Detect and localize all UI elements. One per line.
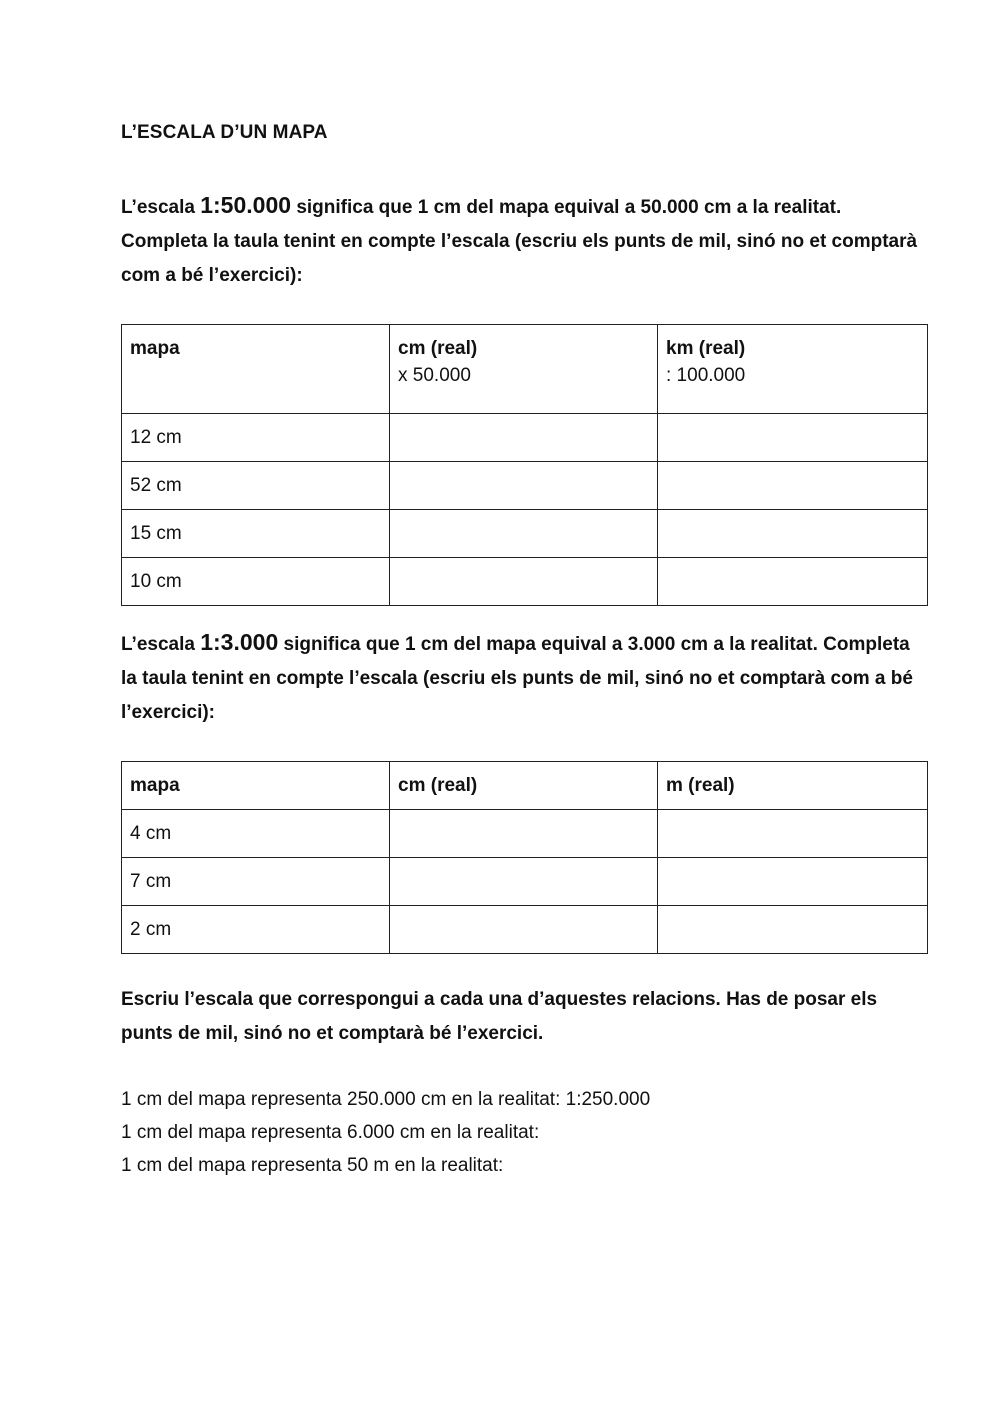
relations-list (121, 1083, 650, 1182)
answer-cell-km[interactable] (658, 414, 928, 462)
answer-cell-cm[interactable] (390, 906, 658, 954)
header-cell-km-real (658, 325, 928, 414)
header-label: cm (real) (398, 774, 478, 796)
map-distance-cell: 52 cm (122, 462, 390, 510)
answer-cell-cm[interactable] (390, 558, 658, 606)
section1-instruction: Completa la taula tenint en compte l’escala (escriu els punts de mil, sinó no et comptarà com a bé l’exercici): (121, 231, 918, 286)
answer-cell-cm[interactable] (390, 462, 658, 510)
header-label: cm (real) (398, 338, 478, 359)
scale-table-1 (121, 324, 928, 606)
section2-prefix: L’escala (121, 634, 201, 655)
map-distance-cell: 2 cm (122, 906, 390, 954)
header-cell-cm-real (390, 325, 658, 414)
relation-item: 1 cm del mapa representa 6.000 cm en la realitat: (121, 1122, 540, 1143)
header-label: mapa (130, 338, 180, 359)
table-row (122, 414, 928, 462)
header-cell-m-real (658, 762, 928, 810)
section1-suffix: significa que 1 cm del mapa equival a 50.000 cm a la realitat. (291, 197, 842, 218)
section1-intro (121, 188, 921, 293)
section2-suffix: significa que 1 cm del mapa equival a 3.000 cm a la realitat. (278, 634, 818, 655)
map-distance-cell: 12 cm (122, 414, 390, 462)
header-operation: : 100.000 (666, 365, 746, 386)
answer-cell-km[interactable] (658, 510, 928, 558)
scale-table-2 (121, 761, 928, 954)
table-header-row (122, 325, 928, 414)
map-distance-cell: 15 cm (122, 510, 390, 558)
section1-prefix: L’escala (121, 197, 201, 218)
header-cell-mapa (122, 325, 390, 414)
header-label: km (real) (666, 338, 746, 359)
header-cell-cm-real (390, 762, 658, 810)
table-header-row (122, 762, 928, 810)
table-row (122, 906, 928, 954)
answer-cell-cm[interactable] (390, 510, 658, 558)
answer-cell-m[interactable] (658, 810, 928, 858)
map-distance-cell: 7 cm (122, 858, 390, 906)
map-distance-cell: 4 cm (122, 810, 390, 858)
answer-cell-cm[interactable] (390, 858, 658, 906)
table-row (122, 510, 928, 558)
answer-cell-km[interactable] (658, 462, 928, 510)
map-distance-cell: 10 cm (122, 558, 390, 606)
header-label: mapa (130, 774, 180, 796)
section2-instruction: Completa la taula tenint en compte l’escala (escriu els punts de mil, sinó no et comptarà com a bé l’exercici): (121, 634, 913, 723)
answer-cell-cm[interactable] (390, 414, 658, 462)
table-row (122, 858, 928, 906)
section1-scale: 1:50.000 (200, 192, 292, 218)
answer-cell-cm[interactable] (390, 810, 658, 858)
section2-scale: 1:3.000 (200, 629, 279, 655)
header-label: m (real) (666, 774, 735, 796)
section3-instruction: Escriu l’escala que correspongui a cada una d’aquestes relacions. Has de posar els punts de mil, sinó no et comptarà bé l’exercici. (121, 989, 878, 1044)
relation-item: 1 cm del mapa representa 250.000 cm en la realitat: 1:250.000 (121, 1089, 651, 1110)
header-cell-mapa (122, 762, 390, 810)
answer-cell-m[interactable] (658, 906, 928, 954)
answer-cell-m[interactable] (658, 858, 928, 906)
section2-intro (121, 625, 921, 730)
table-row (122, 462, 928, 510)
table-row (122, 810, 928, 858)
table-row (122, 558, 928, 606)
page-title: L’ESCALA D’UN MAPA (121, 122, 328, 143)
relation-item: 1 cm del mapa representa 50 m en la realitat: (121, 1155, 504, 1176)
header-operation: x 50.000 (398, 365, 471, 386)
answer-cell-km[interactable] (658, 558, 928, 606)
